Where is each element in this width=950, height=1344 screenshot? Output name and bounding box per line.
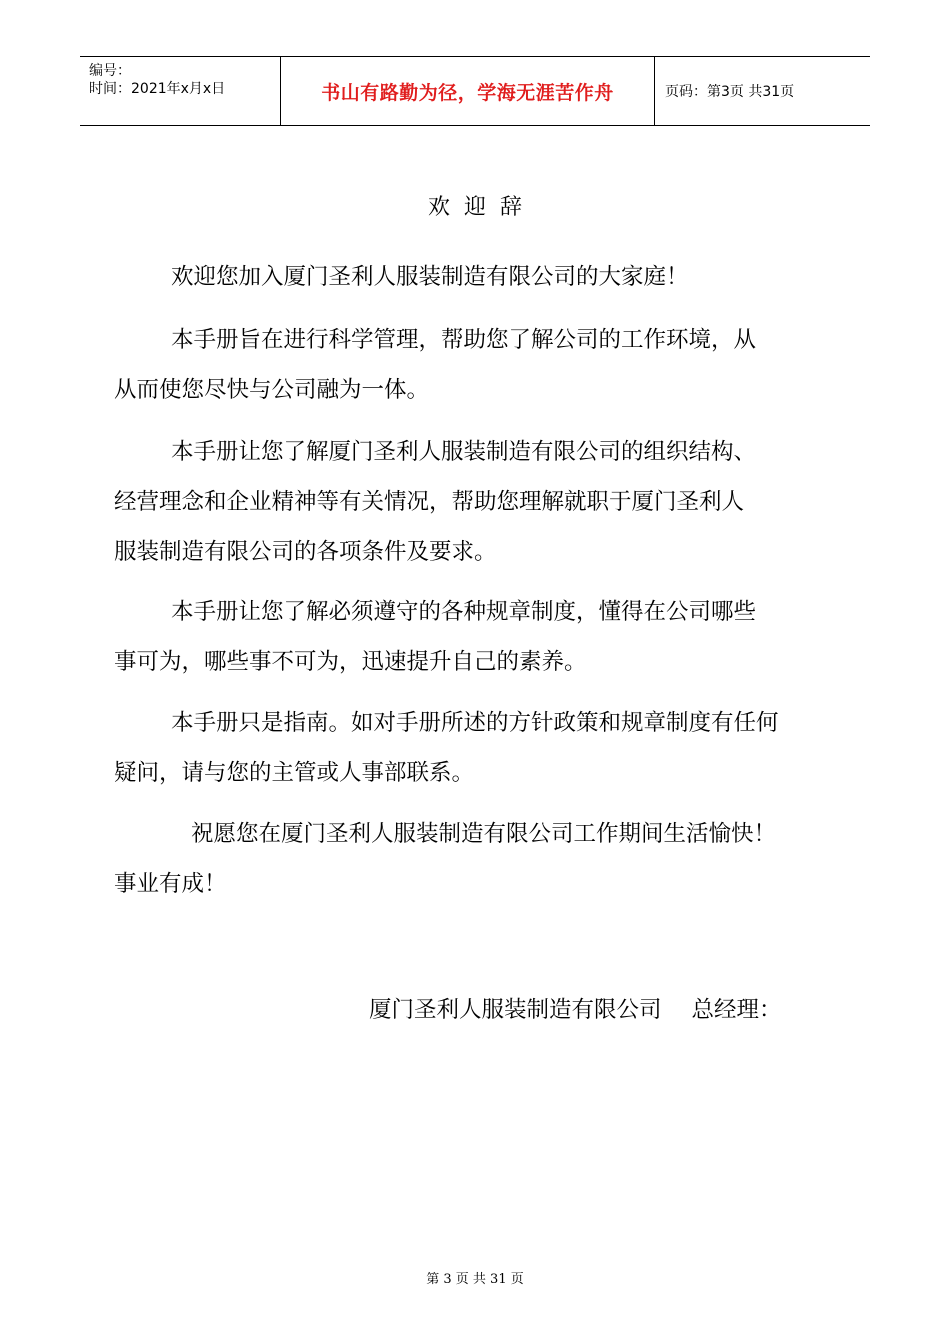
time-label: 时间：2021年x月x日 (89, 81, 226, 97)
paragraph-line: 祝愿您在厦门圣利人服装制造有限公司工作期间生活愉快！ (191, 821, 777, 847)
signature (369, 992, 782, 1024)
paragraph-line: 本手册让您了解厦门圣利人服装制造有限公司的组织结构、 (171, 439, 757, 465)
paragraph-line: 服装制造有限公司的各项条件及要求。 (114, 539, 497, 565)
paragraph-line: 事业有成！ (114, 871, 227, 897)
header-motto-cell (281, 57, 655, 125)
paragraph-line: 事可为，哪些事不可为，迅速提升自己的素养。 (114, 649, 587, 675)
page-footer: 第 3 页 共 31 页 (426, 1272, 524, 1287)
motto: 书山有路勤为径，学海无涯苦作舟 (321, 81, 614, 104)
paragraph-4 (114, 587, 866, 687)
paragraph-2 (114, 315, 866, 415)
paragraph-3 (114, 427, 866, 577)
header-page-cell (655, 57, 870, 125)
number-label: 编号： (89, 63, 131, 79)
signature-company: 厦门圣利人服装制造有限公司 (369, 997, 662, 1023)
paragraph-line: 经营理念和企业精神等有关情况，帮助您理解就职于厦门圣利人 (114, 489, 745, 515)
paragraph-line: 从而使您尽快与公司融为一体。 (114, 377, 430, 403)
paragraph-line: 疑问，请与您的主管或人事部联系。 (114, 760, 475, 786)
paragraph-1 (114, 252, 866, 302)
paragraph-line: 本手册只是指南。如对手册所述的方针政策和规章制度有任何 (171, 710, 779, 736)
paragraph-line: 欢迎您加入厦门圣利人服装制造有限公司的大家庭！ (171, 264, 689, 290)
paragraph-5 (114, 698, 866, 798)
page-info: 页码：第3页 共31页 (665, 84, 795, 100)
signature-role: 总经理： (691, 997, 782, 1023)
header-meta-cell (80, 57, 281, 125)
paragraph-line: 本手册让您了解必须遵守的各种规章制度，懂得在公司哪些 (171, 599, 757, 625)
page-title: 欢迎辞 (427, 195, 536, 220)
paragraph-line: 本手册旨在进行科学管理，帮助您了解公司的工作环境，从 (171, 327, 757, 353)
paragraph-6 (114, 809, 866, 909)
document-header (80, 56, 870, 126)
